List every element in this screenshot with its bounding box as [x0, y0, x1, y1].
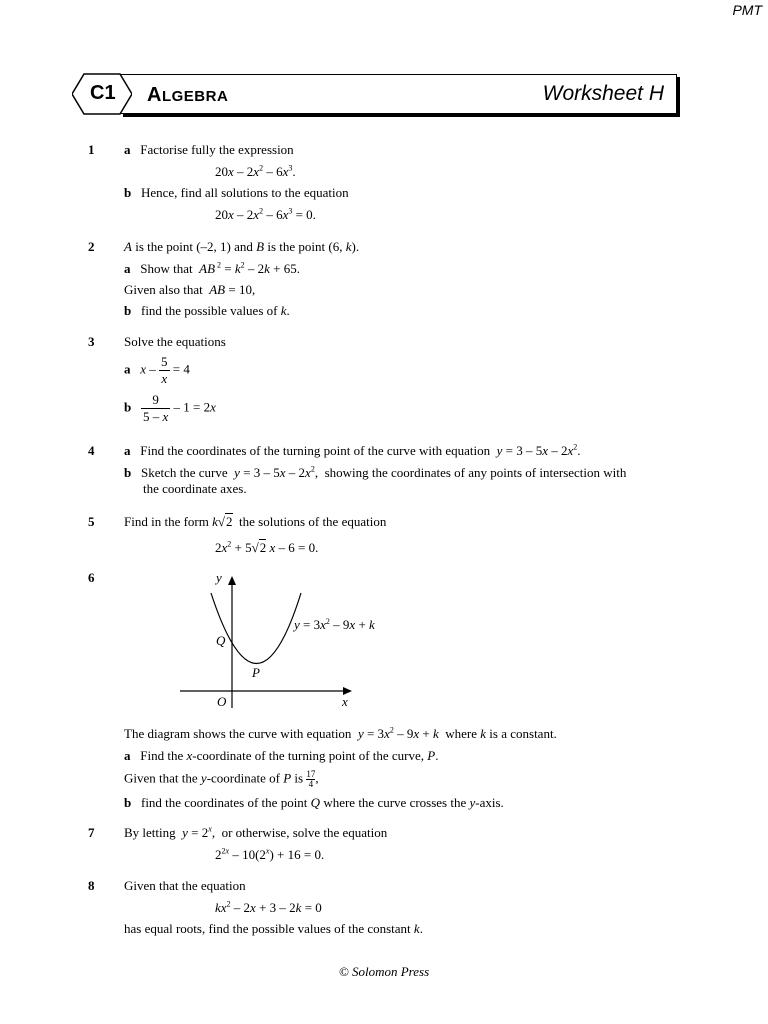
- q8-question: has equal roots, find the possible values of the constant k.: [124, 921, 423, 936]
- origin-label: O: [217, 694, 227, 709]
- parabola-curve: [211, 593, 301, 664]
- q6-part-a: a Find the x-coordinate of the turning point of the curve, P.: [124, 748, 439, 763]
- q1-part-a: a Factorise fully the expression: [124, 142, 294, 157]
- question-number: 4: [88, 443, 95, 458]
- q2-stem: A is the point (–2, 1) and B is the point (6, k).: [124, 239, 360, 254]
- course-code: C1: [90, 82, 116, 104]
- q3-part-b: b $\frac{9}{5 - x}$ – 1 = 2x: [124, 392, 216, 424]
- question-number: 3: [88, 334, 95, 349]
- point-p-label: P: [252, 665, 260, 680]
- y-axis-arrow: [228, 576, 236, 585]
- q4-part-b-cont: the coordinate axes.: [143, 481, 247, 496]
- q5-equation: $2x^2 + 5√2$ x – 6 = 0.: [215, 539, 319, 555]
- question-number: 2: [88, 239, 95, 254]
- x-axis-label: x: [342, 694, 348, 709]
- question-number: 6: [88, 570, 95, 585]
- curve-equation-label: $y = 3x^2 - 9x + k$: [294, 617, 375, 632]
- q6-part-b: b find the coordinates of the point Q where the curve crosses the y-axis.: [124, 795, 504, 810]
- q8-stem: Given that the equation: [124, 878, 246, 893]
- point-q-label: Q: [216, 633, 226, 648]
- q1-part-b: b Hence, find all solutions to the equation: [124, 185, 349, 200]
- q3-part-a: a x – $\frac{5}{x}$ = 4: [124, 354, 190, 386]
- q2-part-a: a Show that AB $^2 = k^2 - 2k + 65$.: [124, 260, 301, 276]
- q3-stem: Solve the equations: [124, 334, 226, 349]
- q2-given: Given also that AB = 10,: [124, 282, 256, 297]
- footer-copyright: © Solomon Press: [338, 964, 430, 979]
- question-number: 5: [88, 514, 95, 529]
- question-number: 1: [88, 142, 95, 157]
- q4-part-b: b Sketch the curve $y = 3 - 5x - 2x^2$, showing the coordinates of any points of intersection with: [124, 464, 627, 480]
- q2-part-b: b find the possible values of k.: [124, 303, 290, 318]
- pmt-mark: PMT: [732, 2, 762, 18]
- worksheet-header: [72, 72, 678, 118]
- q1-equation: $20x - 2x^2 - 6x^3 = 0$.: [215, 206, 316, 222]
- question-number: 8: [88, 878, 95, 893]
- q6-given: Given that the y-coordinate of P is $\frac{17}{4}$,: [124, 769, 319, 789]
- page-title: ALGEBRA: [147, 84, 229, 106]
- q4-part-a: a Find the coordinates of the turning point of the curve with equation $y = 3 - 5x - 2x^2$.: [124, 442, 581, 458]
- q6-stem: The diagram shows the curve with equation $y = 3x^2 - 9x + k$ where k is a constant.: [124, 725, 557, 741]
- y-axis-label: y: [216, 570, 222, 585]
- q1-expression: $20x - 2x^2 - 6x^3$.: [215, 163, 296, 179]
- q5-stem: Find in the form k√2 the solutions of the equation: [124, 514, 387, 529]
- worksheet-label: Worksheet H: [542, 82, 664, 105]
- question-number: 7: [88, 825, 95, 840]
- q7-stem: By letting $y = 2^x$, or otherwise, solve the equation: [124, 824, 388, 840]
- parabola-graph: [170, 568, 400, 713]
- q7-equation: $2^{2x} - 10(2^x) + 16 = 0$.: [215, 846, 325, 862]
- q8-equation: $kx^2 - 2x + 3 - 2k = 0$: [215, 899, 322, 915]
